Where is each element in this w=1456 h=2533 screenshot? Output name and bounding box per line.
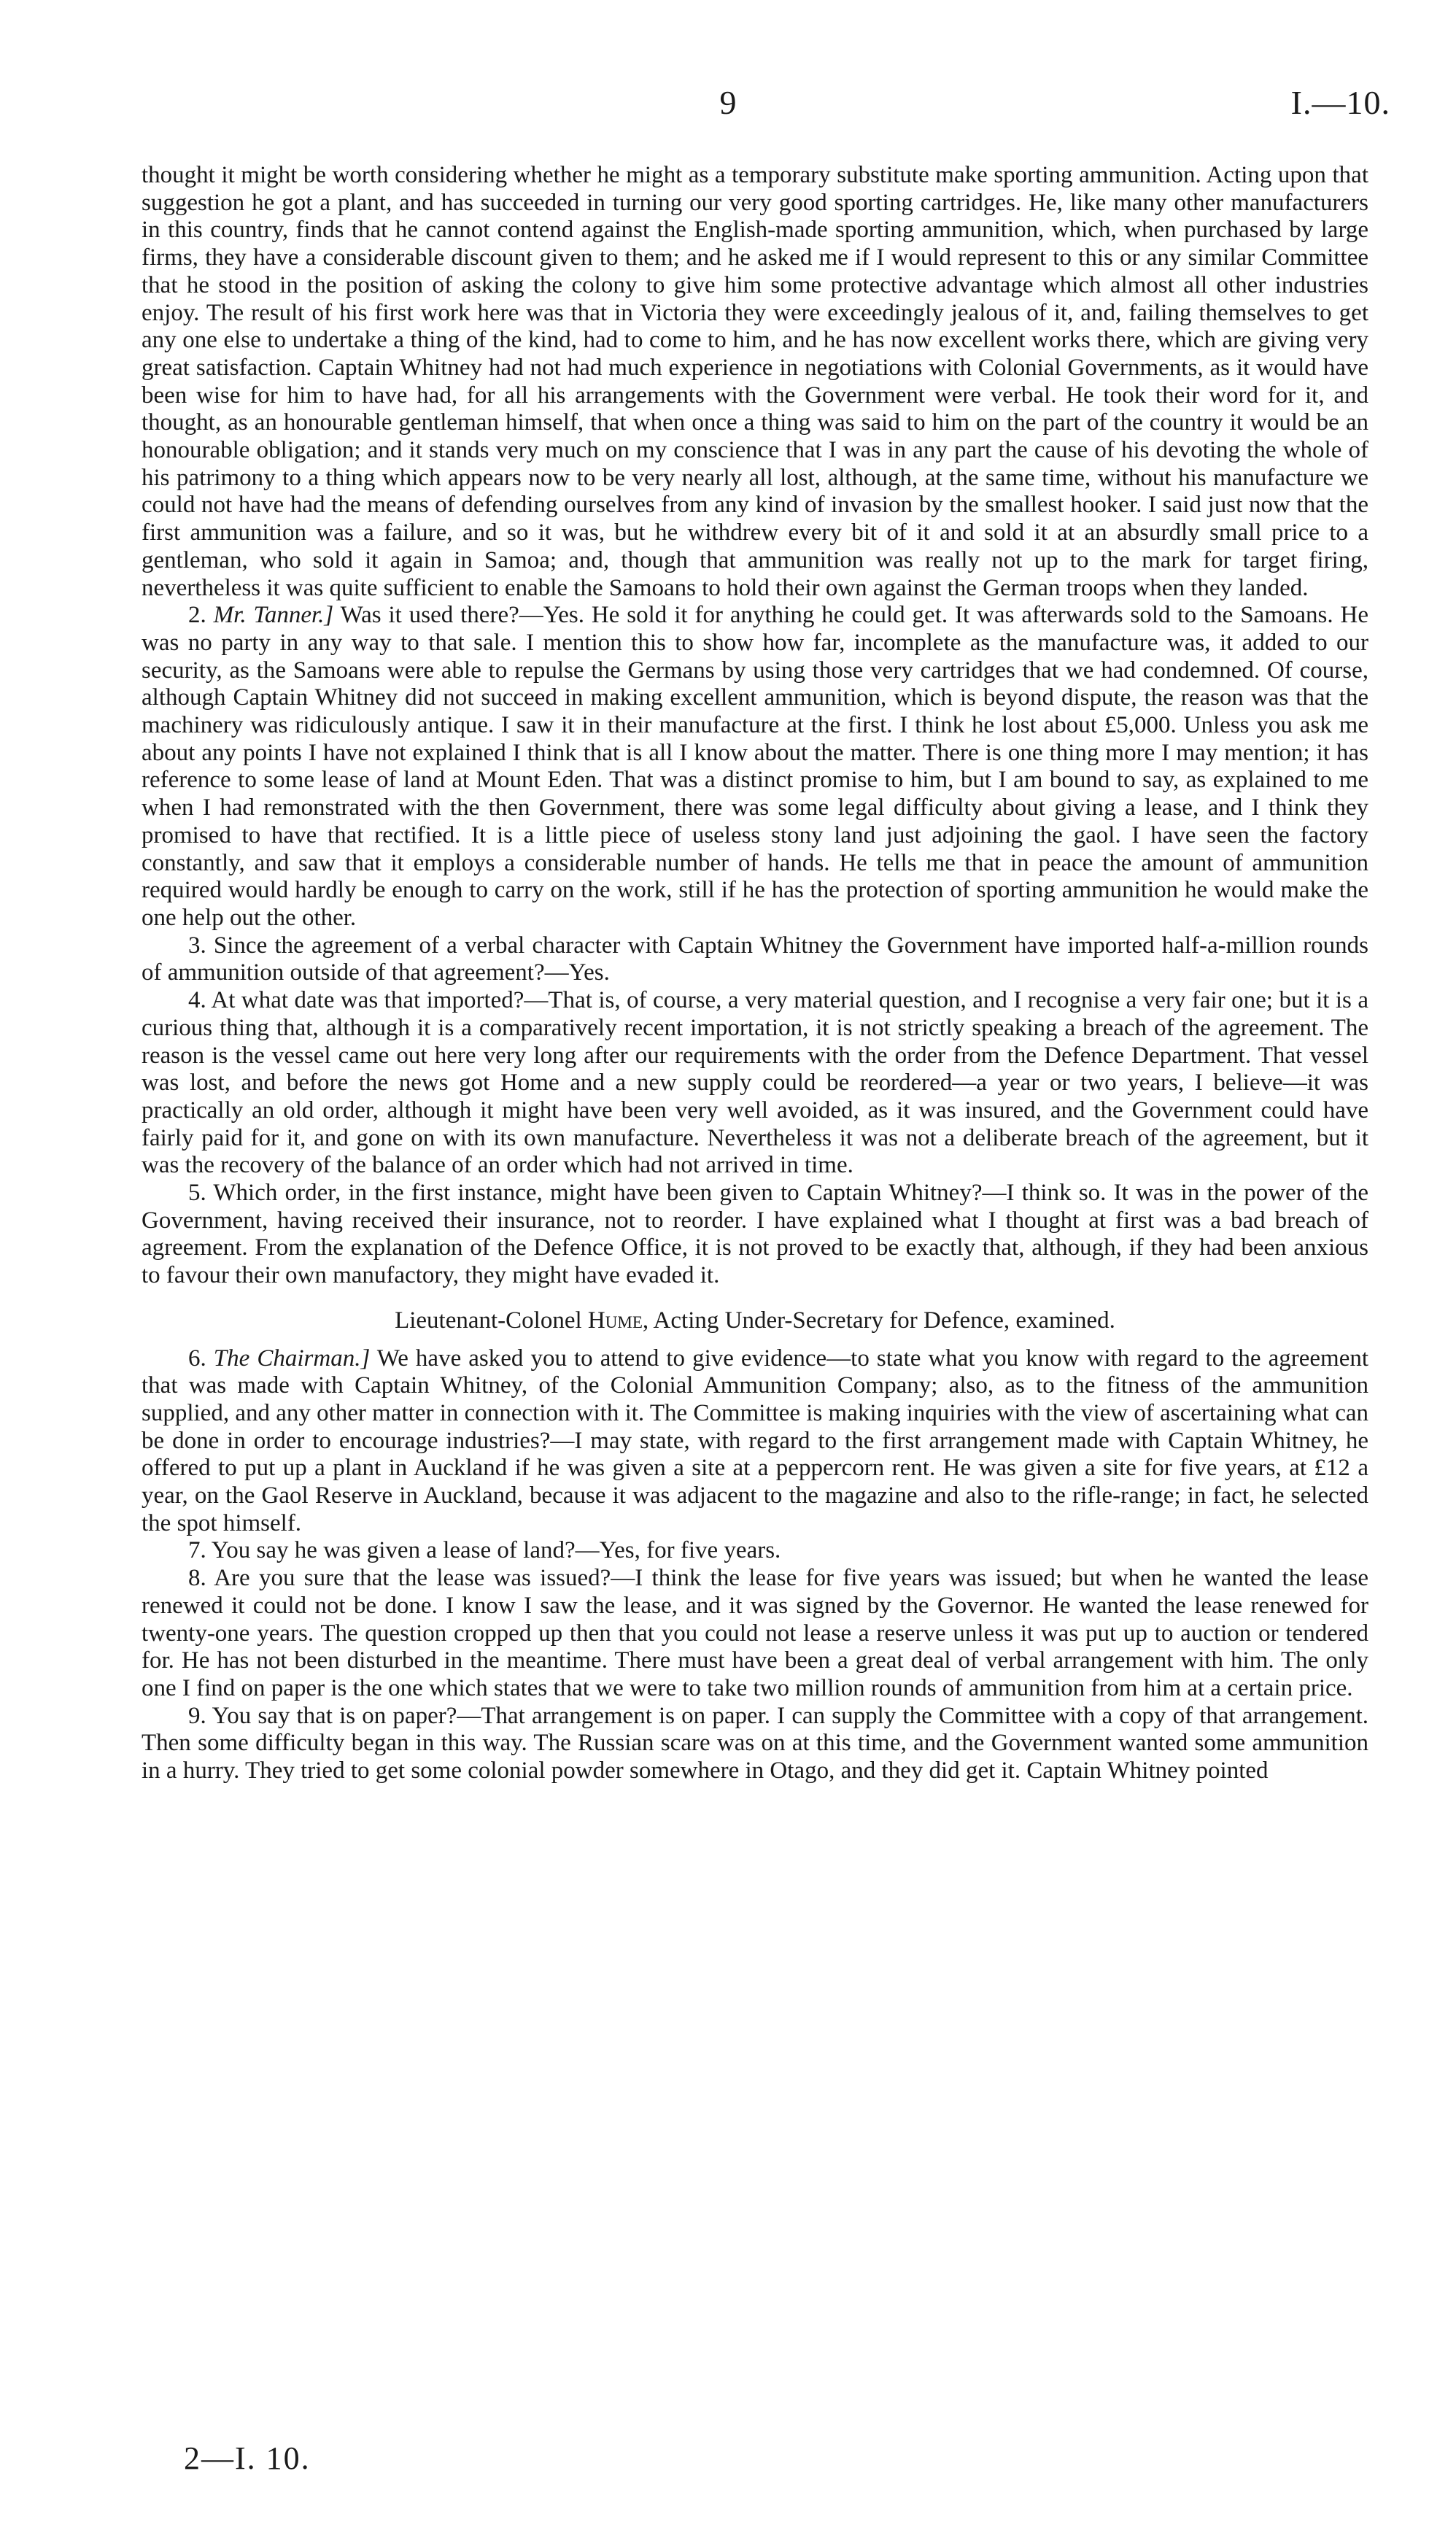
question-number: 2.: [188, 602, 214, 629]
paragraph-q8: 8. Are you sure that the lease was issued?—I think the lease for five years was issued; but when he wanted the lease renewed it could not be done. I know I saw the lease, and it was signed by the Governor. He wanted the lease renewed for twenty-one years. The question cropped up then that you could not lease a reserve unless it was put up to auction or tendered for. He has not been disturbed in the meantime. There must have been a great deal of verbal arrangement with him. The only one I find on paper is the one which states that we were to take two million rounds of ammunition from him at a certain price.: [142, 1565, 1368, 1701]
page-number: 9: [719, 84, 737, 121]
paragraph-q3: 3. Since the agreement of a verbal character with Captain Whitney the Government have imported half-a-million rounds of ammunition outside of that agreement?—Yes.: [142, 932, 1368, 986]
witness-heading-suffix: , Acting Under-Secretary for Defence, examined.: [642, 1307, 1115, 1334]
paragraph-q6: [142, 1345, 1368, 1538]
document-body: [142, 162, 1368, 1785]
paragraph-text: Was it used there?—Yes. He sold it for anything he could get. It was afterwards sold to the Samoans. He was no party in any way to that sale. I mention this to show how far, incomplete as the manufacture was, it added to our security, as the Samoans were able to repulse the Germans by using those very cartridges that we had condemned. Of course, although Captain Whitney did not succeed in making excellent ammunition, which is beyond dispute, the reason was that the machinery was ridiculously antique. I saw it in their manufacture at the first. I think he lost about £5,000. Unless you ask me about any points I have not explained I think that is all I know about the matter. There is one thing more I may mention; it has reference to some lease of land at Mount Eden. That was a distinct promise to him, but I am bound to say, as explained to me when I had remonstrated with the then Government, there was some legal difficulty about giving a lease, and I think they promised to have that rectified. It is a little piece of useless stony land just adjoining the gaol. I have seen the factory constantly, and saw that it employs a considerable number of hands. He tells me that in peace the amount of ammunition required would hardly be enough to carry on the work, still if he has the protection of sporting ammunition he would make the one help out the other.: [142, 602, 1369, 931]
paragraph-text: We have asked you to attend to give evidence—to state what you know with regard to the agreement that was made with Captain Whitney, of the Colonial Ammunition Company; also, as to the fitness of the ammunition supplied, and any other matter in connection with it. The Committee is making inquiries with the view of ascertaining what can be done in order to encourage industries?—I may state, with regard to the first arrangement made with Captain Whitney, he offered to put up a plant in Auckland if he was given a site at a peppercorn rent. He was given a site for five years, at £12 a year, on the Gaol Reserve in Auckland, because it was adjacent to the magazine and also to the rifle-range; in fact, he selected the spot himself.: [142, 1345, 1369, 1536]
paragraph-q7: 7. You say he was given a lease of land?—Yes, for five years.: [188, 1537, 781, 1564]
witness-heading: [142, 1307, 1368, 1335]
paragraph-continuation: thought it might be worth considering whether he might as a temporary substitute make sporting ammunition. Acting upon that suggestion he got a plant, and has succeeded in turning our very good sporting cartridges. He, like many other manufacturers in this country, finds that he cannot contend against the English-made sporting ammunition, which, when purchased by large firms, they have a considerable discount given to them; and he asked me if I would represent to this or any similar Committee that he stood in the position of asking the colony to give him some protective advantage which almost all other industries enjoy. The result of his first work here was that in Victoria they were exceedingly jealous of it, and, failing themselves to get any one else to undertake a thing of the kind, had to come to him, and he has now excellent works there, which are giving very great satisfaction. Captain Whitney had not had much experience in negotiations with Colonial Governments, as it would have been wise for him to have had, for all his arrangements with the Government were verbal. He took their word for it, and thought, as an honourable gentleman himself, that when once a thing was said to him on the part of the country it would be an honourable obligation; and it stands very much on my conscience that I was in any part the cause of his devoting the whole of his patrimony to a thing which appears now to be very nearly all lost, although, at the same time, without his manufacture we could not have had the means of defending ourselves from any kind of invasion by the smallest hooker. I said just now that the first ammunition was a failure, and so it was, but he withdrew every bit of it and sold it at an absurdly small price to a gentleman, who sold it again in Samoa; and, though that ammunition was really not up to the mark for target firing, nevertheless it was quite sufficient to enable the Samoans to hold their own against the German troops when they landed.: [142, 162, 1368, 601]
paragraph-q9: 9. You say that is on paper?—That arrangement is on paper. I can supply the Committee with a copy of that arrangement. Then some difficulty began in this way. The Russian scare was on at this time, and the Government wanted some ammunition in a hurry. They tried to get some colonial powder somewhere in Otago, and they did get it. Captain Whitney pointed: [142, 1702, 1368, 1784]
speaker-name: The Chairman.]: [213, 1345, 371, 1372]
footer-signature: 2—I. 10.: [184, 2440, 311, 2476]
speaker-name: Mr. Tanner.]: [213, 602, 334, 629]
paragraph-q5: 5. Which order, in the first instance, might have been given to Captain Whitney?—I think so. It was in the power of the Government, having received their insurance, not to reorder. I have explained what I thought at first was a bad breach of agreement. From the explanation of the Defence Office, it is not proved to be exactly that, although, if they had been anxious to favour their own manufactory, they might have evaded it.: [142, 1180, 1368, 1289]
paragraph-q2: [142, 602, 1368, 932]
document-reference: I.—10.: [1290, 84, 1390, 121]
question-number: 6.: [188, 1345, 214, 1372]
witness-heading-prefix: Lieutenant-Colonel: [395, 1307, 588, 1334]
witness-name: Hume: [587, 1307, 643, 1334]
paragraph-q4: 4. At what date was that imported?—That is, of course, a very material question, and I recognise a very fair one; but it is a curious thing that, although it is a comparatively recent importation, it is not strictly speaking a breach of the agreement. The reason is the vessel came out here very long after our requirements with the order from the Defence Department. That vessel was lost, and before the news got Home and a new supply could be reordered—a year or two years, I believe—it was practically an old order, although it might have been very well avoided, as it was insured, and the Government could have fairly paid for it, and gone on with its own manufacture. Nevertheless it was not a deliberate breach of the agreement, but it was the recovery of the balance of an order which had not arrived in time.: [142, 987, 1368, 1179]
